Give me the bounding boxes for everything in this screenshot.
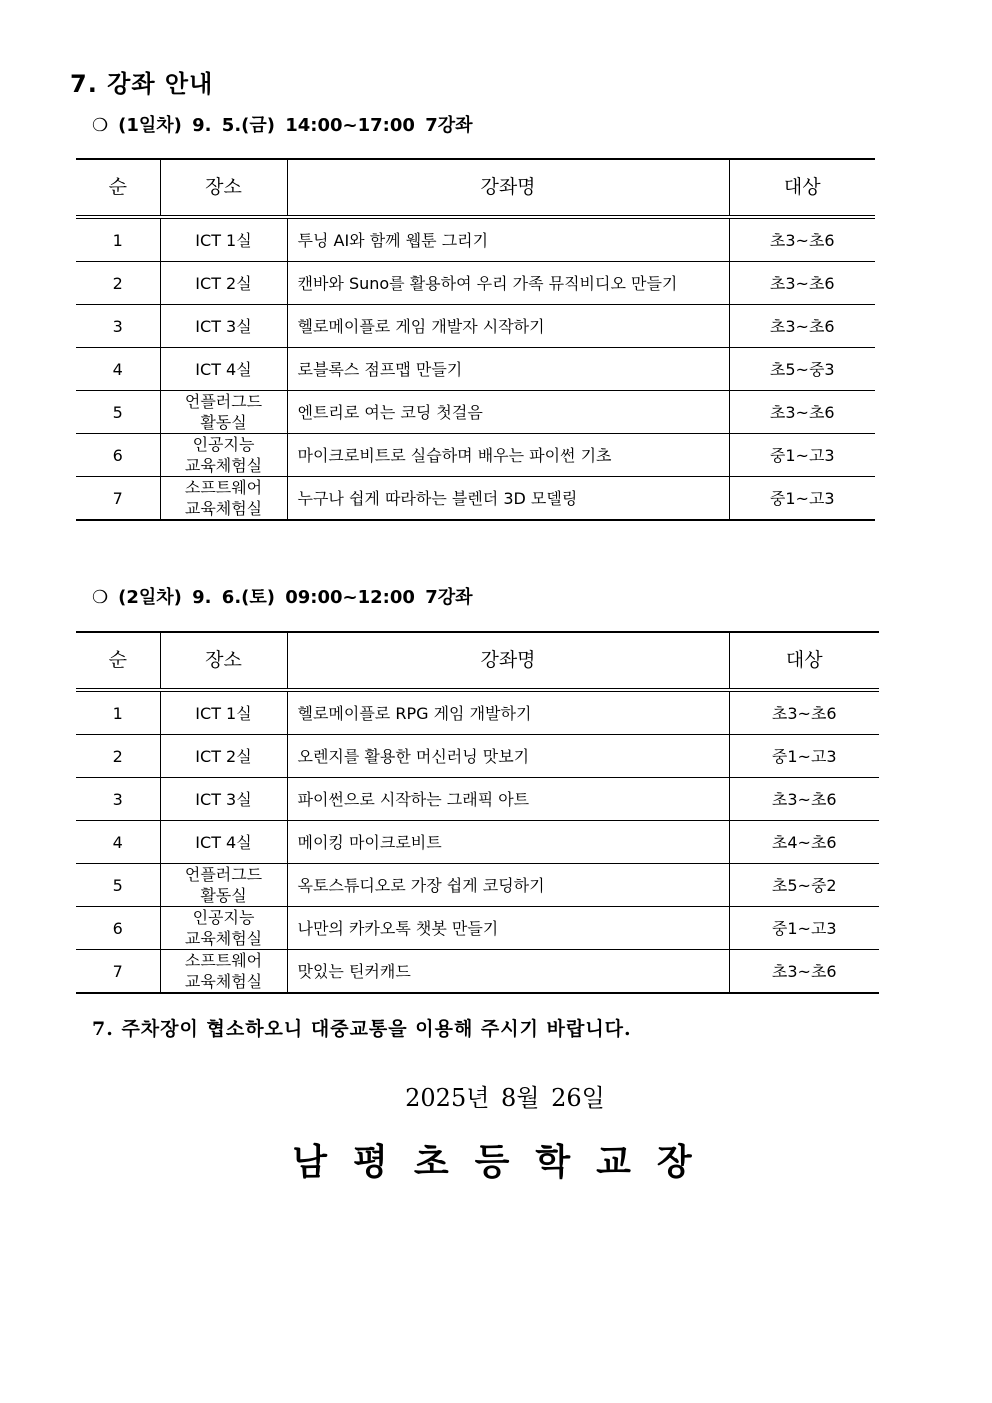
row-target: 중1~고3	[729, 434, 875, 477]
row-target: 중1~고3	[729, 907, 879, 950]
table-row	[76, 950, 879, 994]
table-header-row	[76, 159, 875, 217]
row-no: 5	[76, 864, 160, 907]
session-2-table	[76, 631, 879, 994]
row-place	[160, 434, 287, 477]
table-row	[76, 217, 875, 262]
row-no: 4	[76, 821, 160, 864]
table-row	[76, 262, 875, 305]
table-row	[76, 821, 879, 864]
row-target: 중1~고3	[729, 477, 875, 521]
row-target: 초3~초6	[729, 950, 879, 994]
row-place	[160, 864, 287, 907]
row-place: ICT 4실	[160, 821, 287, 864]
row-place: ICT 4실	[160, 348, 287, 391]
header-no: 순	[76, 632, 160, 690]
place-line-2: 교육체험실	[184, 972, 263, 991]
session-1-table	[76, 158, 875, 521]
row-target: 초3~초6	[729, 778, 879, 821]
row-course: 맛있는 틴커캐드	[287, 950, 729, 994]
row-course: 옥토스튜디오로 가장 쉽게 코딩하기	[287, 864, 729, 907]
row-no: 7	[76, 477, 160, 521]
row-course: 엔트리로 여는 코딩 첫걸음	[287, 391, 729, 434]
table-row	[76, 778, 879, 821]
place-line-1: 인공지능	[192, 908, 255, 927]
row-course: 누구나 쉽게 따라하는 블렌더 3D 모델링	[287, 477, 729, 521]
row-no: 2	[76, 262, 160, 305]
row-target: 초3~초6	[729, 305, 875, 348]
table-row	[76, 348, 875, 391]
row-place	[160, 391, 287, 434]
place-line-2: 교육체험실	[184, 929, 263, 948]
row-course: 오렌지를 활용한 머신러닝 맛보기	[287, 735, 729, 778]
row-no: 1	[76, 690, 160, 735]
row-course: 파이썬으로 시작하는 그래픽 아트	[287, 778, 729, 821]
row-target: 초3~초6	[729, 690, 879, 735]
row-target: 초3~초6	[729, 262, 875, 305]
row-target: 초3~초6	[729, 391, 875, 434]
row-no: 6	[76, 907, 160, 950]
place-line-2: 교육체험실	[184, 456, 263, 475]
header-no: 순	[76, 159, 160, 217]
row-course: 나만의 카카오톡 챗봇 만들기	[287, 907, 729, 950]
header-place: 장소	[160, 159, 287, 217]
place-line-1: 인공지능	[192, 435, 255, 454]
row-place	[160, 907, 287, 950]
session-1-heading-text: (1일차) 9. 5.(금) 14:00~17:00 7강좌	[118, 115, 473, 136]
place-line-1: 소프트웨어	[184, 951, 263, 970]
row-no: 7	[76, 950, 160, 994]
row-course: 헬로메이플로 게임 개발자 시작하기	[287, 305, 729, 348]
row-course: 헬로메이플로 RPG 게임 개발하기	[287, 690, 729, 735]
table-row	[76, 477, 875, 521]
session-2-heading-text: (2일차) 9. 6.(토) 09:00~12:00 7강좌	[118, 587, 473, 608]
session-2-heading	[92, 583, 473, 609]
header-place: 장소	[160, 632, 287, 690]
table-row	[76, 305, 875, 348]
row-target: 초5~중3	[729, 348, 875, 391]
parking-notice: 7. 주차장이 협소하오니 대중교통을 이용해 주시기 바랍니다.	[92, 1018, 632, 1040]
row-target: 중1~고3	[729, 735, 879, 778]
bullet-icon: ❍	[92, 115, 109, 136]
row-no: 2	[76, 735, 160, 778]
principal-signature: 남평초등학교장	[292, 1141, 718, 1183]
place-line-1: 언플러그드	[184, 392, 263, 411]
row-place: ICT 1실	[160, 217, 287, 262]
place-line-1: 소프트웨어	[184, 478, 263, 497]
row-no: 4	[76, 348, 160, 391]
place-line-2: 활동실	[200, 886, 247, 905]
row-no: 1	[76, 217, 160, 262]
bullet-icon: ❍	[92, 587, 109, 608]
header-course: 강좌명	[287, 159, 729, 217]
row-no: 3	[76, 778, 160, 821]
row-course: 마이크로비트로 실습하며 배우는 파이썬 기초	[287, 434, 729, 477]
row-target: 초5~중2	[729, 864, 879, 907]
row-place: ICT 3실	[160, 305, 287, 348]
row-target: 초4~초6	[729, 821, 879, 864]
row-course: 투닝 AI와 함께 웹툰 그리기	[287, 217, 729, 262]
table-row	[76, 735, 879, 778]
table-row	[76, 690, 879, 735]
table-row	[76, 391, 875, 434]
session-1-heading	[92, 111, 473, 137]
table-row	[76, 864, 879, 907]
row-place: ICT 3실	[160, 778, 287, 821]
table-row	[76, 907, 879, 950]
place-line-2: 활동실	[200, 413, 247, 432]
row-course: 메이킹 마이크로비트	[287, 821, 729, 864]
section-title: 7. 강좌 안내	[70, 70, 214, 98]
row-place	[160, 477, 287, 521]
table-row	[76, 434, 875, 477]
header-course: 강좌명	[287, 632, 729, 690]
place-line-1: 언플러그드	[184, 865, 263, 884]
header-target: 대상	[729, 159, 875, 217]
row-no: 6	[76, 434, 160, 477]
row-no: 3	[76, 305, 160, 348]
row-course: 로블록스 점프맵 만들기	[287, 348, 729, 391]
row-place: ICT 1실	[160, 690, 287, 735]
place-line-2: 교육체험실	[184, 499, 263, 518]
row-place: ICT 2실	[160, 735, 287, 778]
row-target: 초3~초6	[729, 217, 875, 262]
header-target: 대상	[729, 632, 879, 690]
row-no: 5	[76, 391, 160, 434]
row-course: 캔바와 Suno를 활용하여 우리 가족 뮤직비디오 만들기	[287, 262, 729, 305]
row-place: ICT 2실	[160, 262, 287, 305]
row-place	[160, 950, 287, 994]
table-header-row	[76, 632, 879, 690]
document-date: 2025년 8월 26일	[405, 1084, 605, 1112]
